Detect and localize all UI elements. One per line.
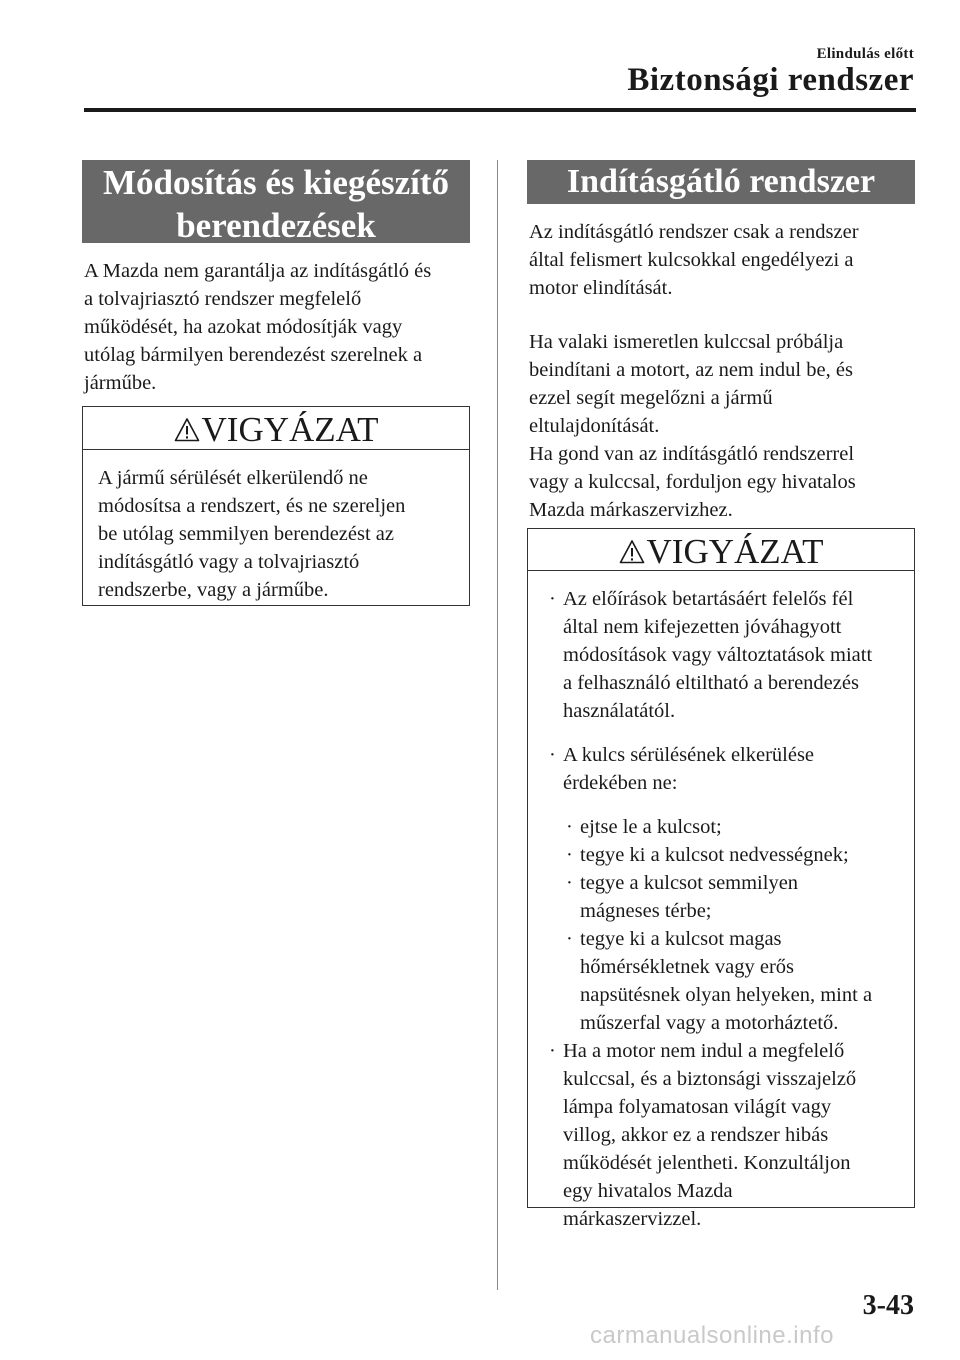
text-line: vagy a kulccsal, forduljon egy hivatalos [529,471,856,493]
modifications-paragraph [84,257,474,397]
text-line: kulccsal, és a biztonsági visszajelző [563,1068,857,1090]
text-line: beindítani a motort, az nem indul be, és [529,359,853,381]
text-line: használatától. [563,700,676,722]
text-line: villog, akkor ez a rendszer hibás [563,1124,829,1146]
text-line: A kulcs sérülésének elkerülése [563,744,815,766]
heading-line-1: Módosítás és kiegészítő [102,163,450,202]
text-line: Ha gond van az indításgátló rendszerrel [529,443,855,465]
chapter-subtitle: Elindulás előtt [816,46,914,62]
heading-line-2: berendezések [176,206,376,245]
text-line: Az indításgátló rendszer csak a rendszer [529,221,859,243]
text-line: Az előírások betartásáért felelős fél [563,588,854,610]
text-line: által felismert kulcsokkal engedélyezi a [529,249,854,271]
text-line: lámpa folyamatosan világít vagy [563,1096,832,1118]
text-line: a tolvajriasztó rendszer megfelelő [84,288,362,310]
caution-subitem [540,925,904,1037]
text-line: utólag bármilyen berendezést szerelnek a [84,344,423,366]
caution-title [83,407,469,450]
text-line: napsütésnek olyan helyeken, mint a [580,984,873,1006]
text-line: be utólag semmilyen berendezést az [98,523,394,545]
header-rule [84,108,916,112]
bullet: · [549,588,556,610]
text-line: A jármű sérülését elkerülendő ne [98,467,368,489]
text-line: működését jelentheti. Konzultáljon [563,1152,851,1174]
section-heading-modifications [82,160,470,243]
text-line: érdekében ne: [563,772,678,794]
caution-subitem [540,813,904,841]
caution-item [540,1037,904,1233]
text-line: ezzel segít megelőzni a jármű [529,387,773,409]
bullet: · [549,1040,556,1062]
text-line: A Mazda nem garantálja az indításgátló és [84,260,432,282]
caution-subitem [540,841,904,869]
text-line: indításgátló vagy a tolvajriasztó [98,551,360,573]
text-line: motor elindítását. [529,277,673,299]
text-line: járműbe. [84,372,157,394]
text-line: tegye ki a kulcsot magas [580,928,782,950]
column-divider [497,160,498,1290]
text-line: ejtse le a kulcsot; [580,816,722,838]
bullet: · [549,744,556,766]
warning-triangle-icon [619,539,645,565]
watermark: carmanualsonline.info [590,1322,834,1349]
caution-item [540,741,904,797]
text-line: módosítások vagy változtatások miatt [563,644,873,666]
caution-label: VIGYÁZAT [646,532,824,571]
text-line: Ha a motor nem indul a megfelelő [563,1040,845,1062]
text-line: tegye a kulcsot semmilyen [580,872,799,894]
text-line: hőmérsékletnek vagy erős [580,956,795,978]
text-line: műszerfal vagy a motorháztető. [580,1012,839,1034]
caution-subitem [540,869,904,925]
caution-body [528,571,914,1233]
text-line: rendszerbe, vagy a járműbe. [98,579,329,601]
caution-title [528,529,914,571]
text-line: márkaszervizzel. [563,1208,702,1230]
caution-body [83,450,469,604]
caution-box-modifications [82,406,470,606]
bullet: · [566,872,573,894]
bullet: · [566,844,573,866]
caution-label: VIGYÁZAT [201,410,379,449]
page-title: Biztonsági rendszer [627,62,914,98]
warning-triangle-icon [174,417,200,443]
text-line: működését, ha azokat módosítják vagy [84,316,403,338]
text-line: mágneses térbe; [580,900,712,922]
caution-box-immobilizer [527,528,915,1230]
bullet: · [566,816,573,838]
text-line: eltulajdonítását. [529,415,660,437]
page-number: 3-43 [862,1290,914,1321]
text-line: a felhasználó eltiltható a berendezés [563,672,859,694]
text-line: Mazda márkaszervizhez. [529,499,733,521]
immobilizer-text [529,218,919,524]
text-line: módosítsa a rendszert, és ne szereljen [98,495,406,517]
bullet: · [566,928,573,950]
text-line: által nem kifejezetten jóváhagyott [563,616,842,638]
text-line: egy hivatalos Mazda [563,1180,733,1202]
text-line: Ha valaki ismeretlen kulccsal próbálja [529,331,844,353]
caution-item [540,585,904,725]
section-heading-immobilizer: Indításgátló rendszer [527,160,915,204]
text-line: tegye ki a kulcsot nedvességnek; [580,844,849,866]
